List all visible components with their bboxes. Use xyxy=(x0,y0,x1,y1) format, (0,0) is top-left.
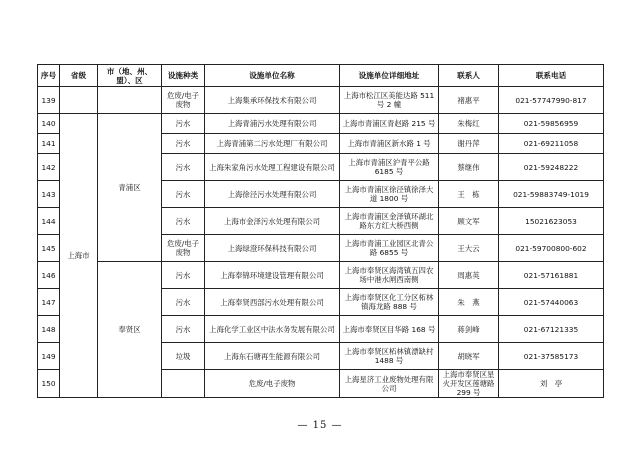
cell-type: 污水 xyxy=(162,154,205,181)
cell-phone: 15021623053 xyxy=(499,208,604,235)
cell-seq: 147 xyxy=(38,289,60,316)
cell-province xyxy=(162,370,205,398)
cell-contact: 朱 燕 xyxy=(439,289,499,316)
cell-phone: 021-57747990-817 xyxy=(499,87,604,114)
cell-contact: 褚惠平 xyxy=(439,87,499,114)
cell-type: 污水 xyxy=(162,316,205,343)
cell-type: 危废/电子废物 xyxy=(162,235,205,262)
cell-type: 污水 xyxy=(162,289,205,316)
header-contact: 联系人 xyxy=(439,65,499,87)
cell-address: 上海市青浦工业园区北青公路 6855 号 xyxy=(340,235,439,262)
cell-unit: 上海奉锦环境建设管理有限公司 xyxy=(205,262,340,289)
facility-table xyxy=(37,64,604,398)
cell-contact: 朱梅红 xyxy=(439,114,499,134)
cell-phone: 021-59700800-602 xyxy=(499,235,604,262)
header-type: 设施种类 xyxy=(162,65,205,87)
cell-contact: 周惠英 xyxy=(439,262,499,289)
header-unit: 设施单位名称 xyxy=(205,65,340,87)
cell-unit: 上海朱家角污水处理工程建设有限公司 xyxy=(205,154,340,181)
cell-unit: 上海青浦第二污水处理厂有限公司 xyxy=(205,134,340,154)
cell-type: 危废/电子废物 xyxy=(205,370,340,398)
cell-unit: 上海奉贤西部污水处理有限公司 xyxy=(205,289,340,316)
cell-seq: 150 xyxy=(38,370,60,398)
cell-contact: 王大云 xyxy=(439,235,499,262)
cell-contact: 胡晓军 xyxy=(439,343,499,370)
cell-seq: 142 xyxy=(38,154,60,181)
cell-seq: 145 xyxy=(38,235,60,262)
header-city: 市（地、州、盟）、区 xyxy=(98,65,162,87)
cell-unit: 上海徐泾污水处理有限公司 xyxy=(205,181,340,208)
cell-address: 上海市奉贤区化工分区柘林镇海龙路 888 号 xyxy=(340,289,439,316)
cell-unit: 上海青浦污水处理有限公司 xyxy=(205,114,340,134)
cell-unit: 上海化学工业区中法水务发展有限公司 xyxy=(205,316,340,343)
table-header-row xyxy=(38,65,604,87)
header-phone: 联系电话 xyxy=(499,65,604,87)
cell-seq: 140 xyxy=(38,114,60,134)
cell-type: 污水 xyxy=(162,134,205,154)
header-province: 省级 xyxy=(60,65,98,87)
cell-phone: 021-59248222 xyxy=(499,154,604,181)
cell-address: 上海市奉贤区柘林镇漂缺村 1488 号 xyxy=(340,343,439,370)
cell-phone: 021-57440063 xyxy=(499,289,604,316)
cell-type: 垃圾 xyxy=(162,343,205,370)
cell-contact: 顾文军 xyxy=(439,208,499,235)
cell-type: 危废/电子废物 xyxy=(162,87,205,114)
cell-seq: 143 xyxy=(38,181,60,208)
cell-address: 上海市奉贤区海湾镇五四农场中港水闸西南侧 xyxy=(340,262,439,289)
cell-contact: 蔡继伟 xyxy=(439,154,499,181)
cell-type: 污水 xyxy=(162,208,205,235)
cell-phone: 021-57161881 xyxy=(499,262,604,289)
cell-phone: 021-59856959 xyxy=(499,114,604,134)
cell-phone: 021-37585173 xyxy=(499,343,604,370)
cell-seq: 141 xyxy=(38,134,60,154)
table-row xyxy=(38,87,604,114)
cell-contact: 谢丹萍 xyxy=(439,134,499,154)
cell-address: 上海市青浦区沪青平公路 6185 号 xyxy=(340,154,439,181)
table-row xyxy=(38,114,604,134)
cell-phone: 021-67121335 xyxy=(499,316,604,343)
cell-address: 上海市青浦区青赵路 215 号 xyxy=(340,114,439,134)
cell-address: 上海市松江区美能达路 511 号 2 幢 xyxy=(340,87,439,114)
cell-seq: 148 xyxy=(38,316,60,343)
table-row xyxy=(38,262,604,289)
cell-seq: 149 xyxy=(38,343,60,370)
cell-unit: 上海星济工业废物处理有限公司 xyxy=(340,370,439,398)
cell-address: 上海市奉贤区星火开发区莲塘路 299 号 xyxy=(439,370,499,398)
cell-contact: 王 栋 xyxy=(439,181,499,208)
cell-type: 污水 xyxy=(162,114,205,134)
city-group-qingpu: 青浦区 xyxy=(98,114,162,262)
cell-seq: 139 xyxy=(38,87,60,114)
cell-address: 上海市奉贤区目华路 168 号 xyxy=(340,316,439,343)
cell-address: 上海市青浦区新水路 1 号 xyxy=(340,134,439,154)
cell-seq: 144 xyxy=(38,208,60,235)
cell-phone: 021-59883749-1019 xyxy=(499,181,604,208)
cell-contact: 蒋剑峰 xyxy=(439,316,499,343)
cell-unit: 上海东石塘再生能源有限公司 xyxy=(205,343,340,370)
header-address: 设施单位详细地址 xyxy=(340,65,439,87)
cell-province xyxy=(60,87,98,114)
header-seq: 序号 xyxy=(38,65,60,87)
cell-city xyxy=(98,87,162,114)
province-group-shanghai: 上海市 xyxy=(60,114,98,398)
cell-address: 上海市青浦区金泽镇环湖北路东方红大桥西侧 xyxy=(340,208,439,235)
cell-type: 污水 xyxy=(162,181,205,208)
cell-address: 上海市青浦区徐泾镇徐泽大道 1800 号 xyxy=(340,181,439,208)
page-number: — 15 — xyxy=(297,420,343,431)
cell-unit: 上海集承环保技术有限公司 xyxy=(205,87,340,114)
city-group-fengxian: 奉贤区 xyxy=(98,262,162,398)
cell-unit: 上海市金泽污水处理有限公司 xyxy=(205,208,340,235)
cell-contact: 刘 亭 xyxy=(499,370,604,398)
cell-type: 污水 xyxy=(162,262,205,289)
cell-unit: 上海绿澄环保科技有限公司 xyxy=(205,235,340,262)
cell-seq: 146 xyxy=(38,262,60,289)
cell-phone: 021-69211058 xyxy=(499,134,604,154)
